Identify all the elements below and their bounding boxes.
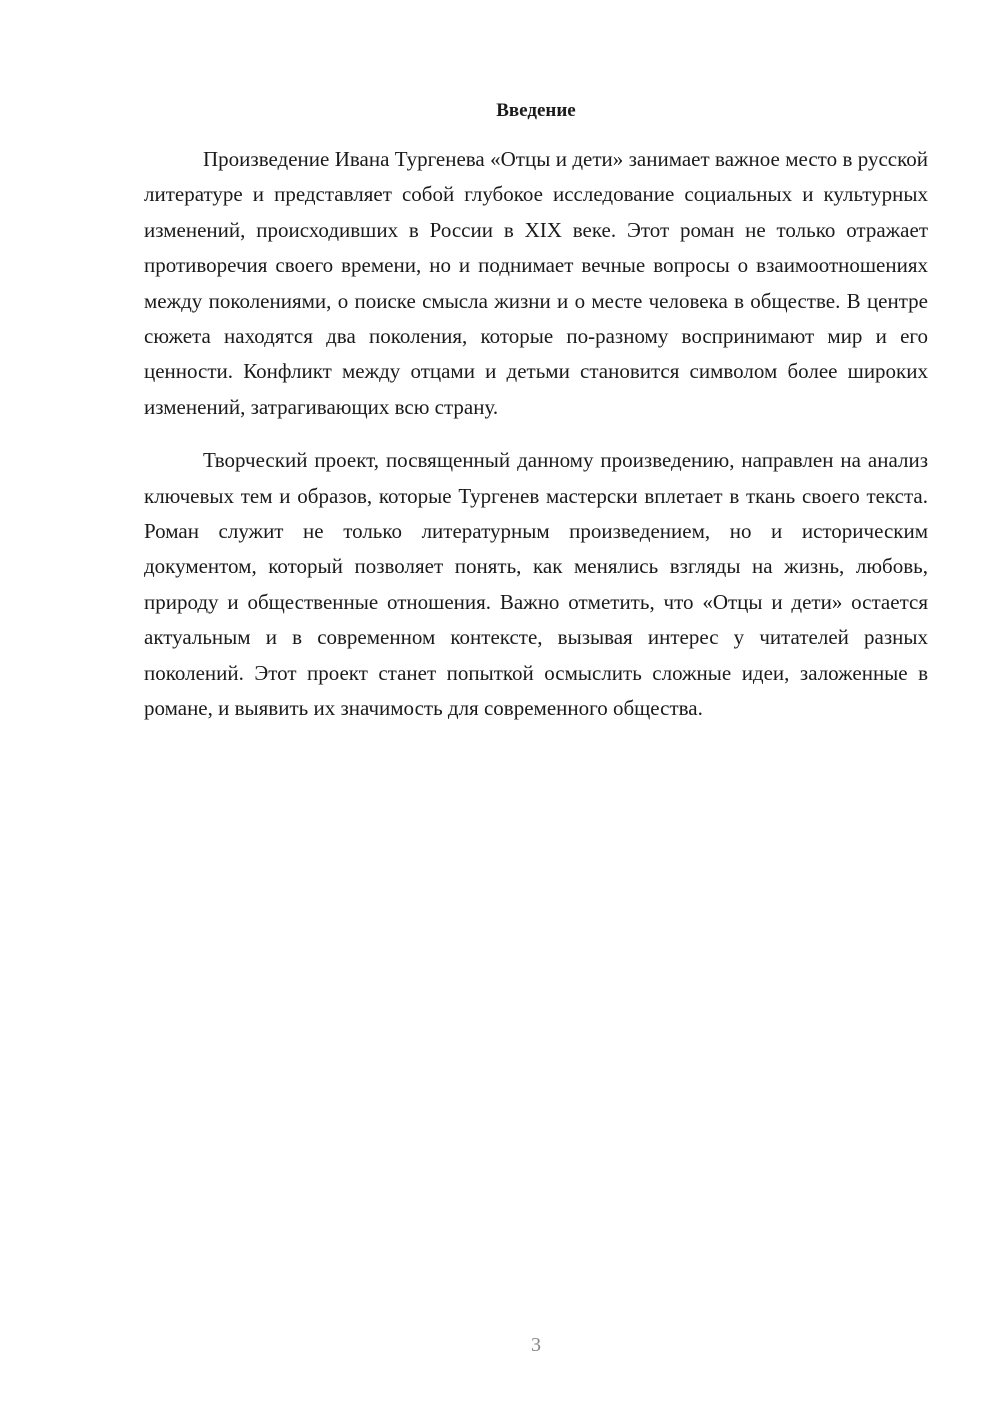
- page-content: [144, 98, 928, 727]
- page-number: 3: [531, 1334, 541, 1356]
- paragraph-1: Произведение Ивана Тургенева «Отцы и дети» занимает важное место в русской литературе и представляет собой глубокое исследование социальных и культурных изменений, происходивших в России в XIX веке. Этот роман не только отражает противоречия своего времени, но и поднимает вечные вопросы о взаимоотношениях между поколениями, о поиске смысла жизни и о месте человека в обществе. В центре сюжета находятся два поколения, которые по-разному воспринимают мир и его ценности. Конфликт между отцами и детьми становится символом более широких изменений, затрагивающих всю страну.: [144, 147, 928, 419]
- paragraph-2: Творческий проект, посвященный данному произведению, направлен на анализ ключевых тем и образов, которые Тургенев мастерски вплетает в ткань своего текста. Роман служит не только литературным произведением, но и историческим документом, который позволяет понять, как менялись взгляды на жизнь, любовь, природу и общественные отношения. Важно отметить, что «Отцы и дети» остается актуальным и в современном контексте, вызывая интерес у читателей разных поколений. Этот проект станет попыткой осмыслить сложные идеи, заложенные в романе, и выявить их значимость для современного общества.: [144, 448, 928, 721]
- section-title: Введение: [496, 100, 576, 121]
